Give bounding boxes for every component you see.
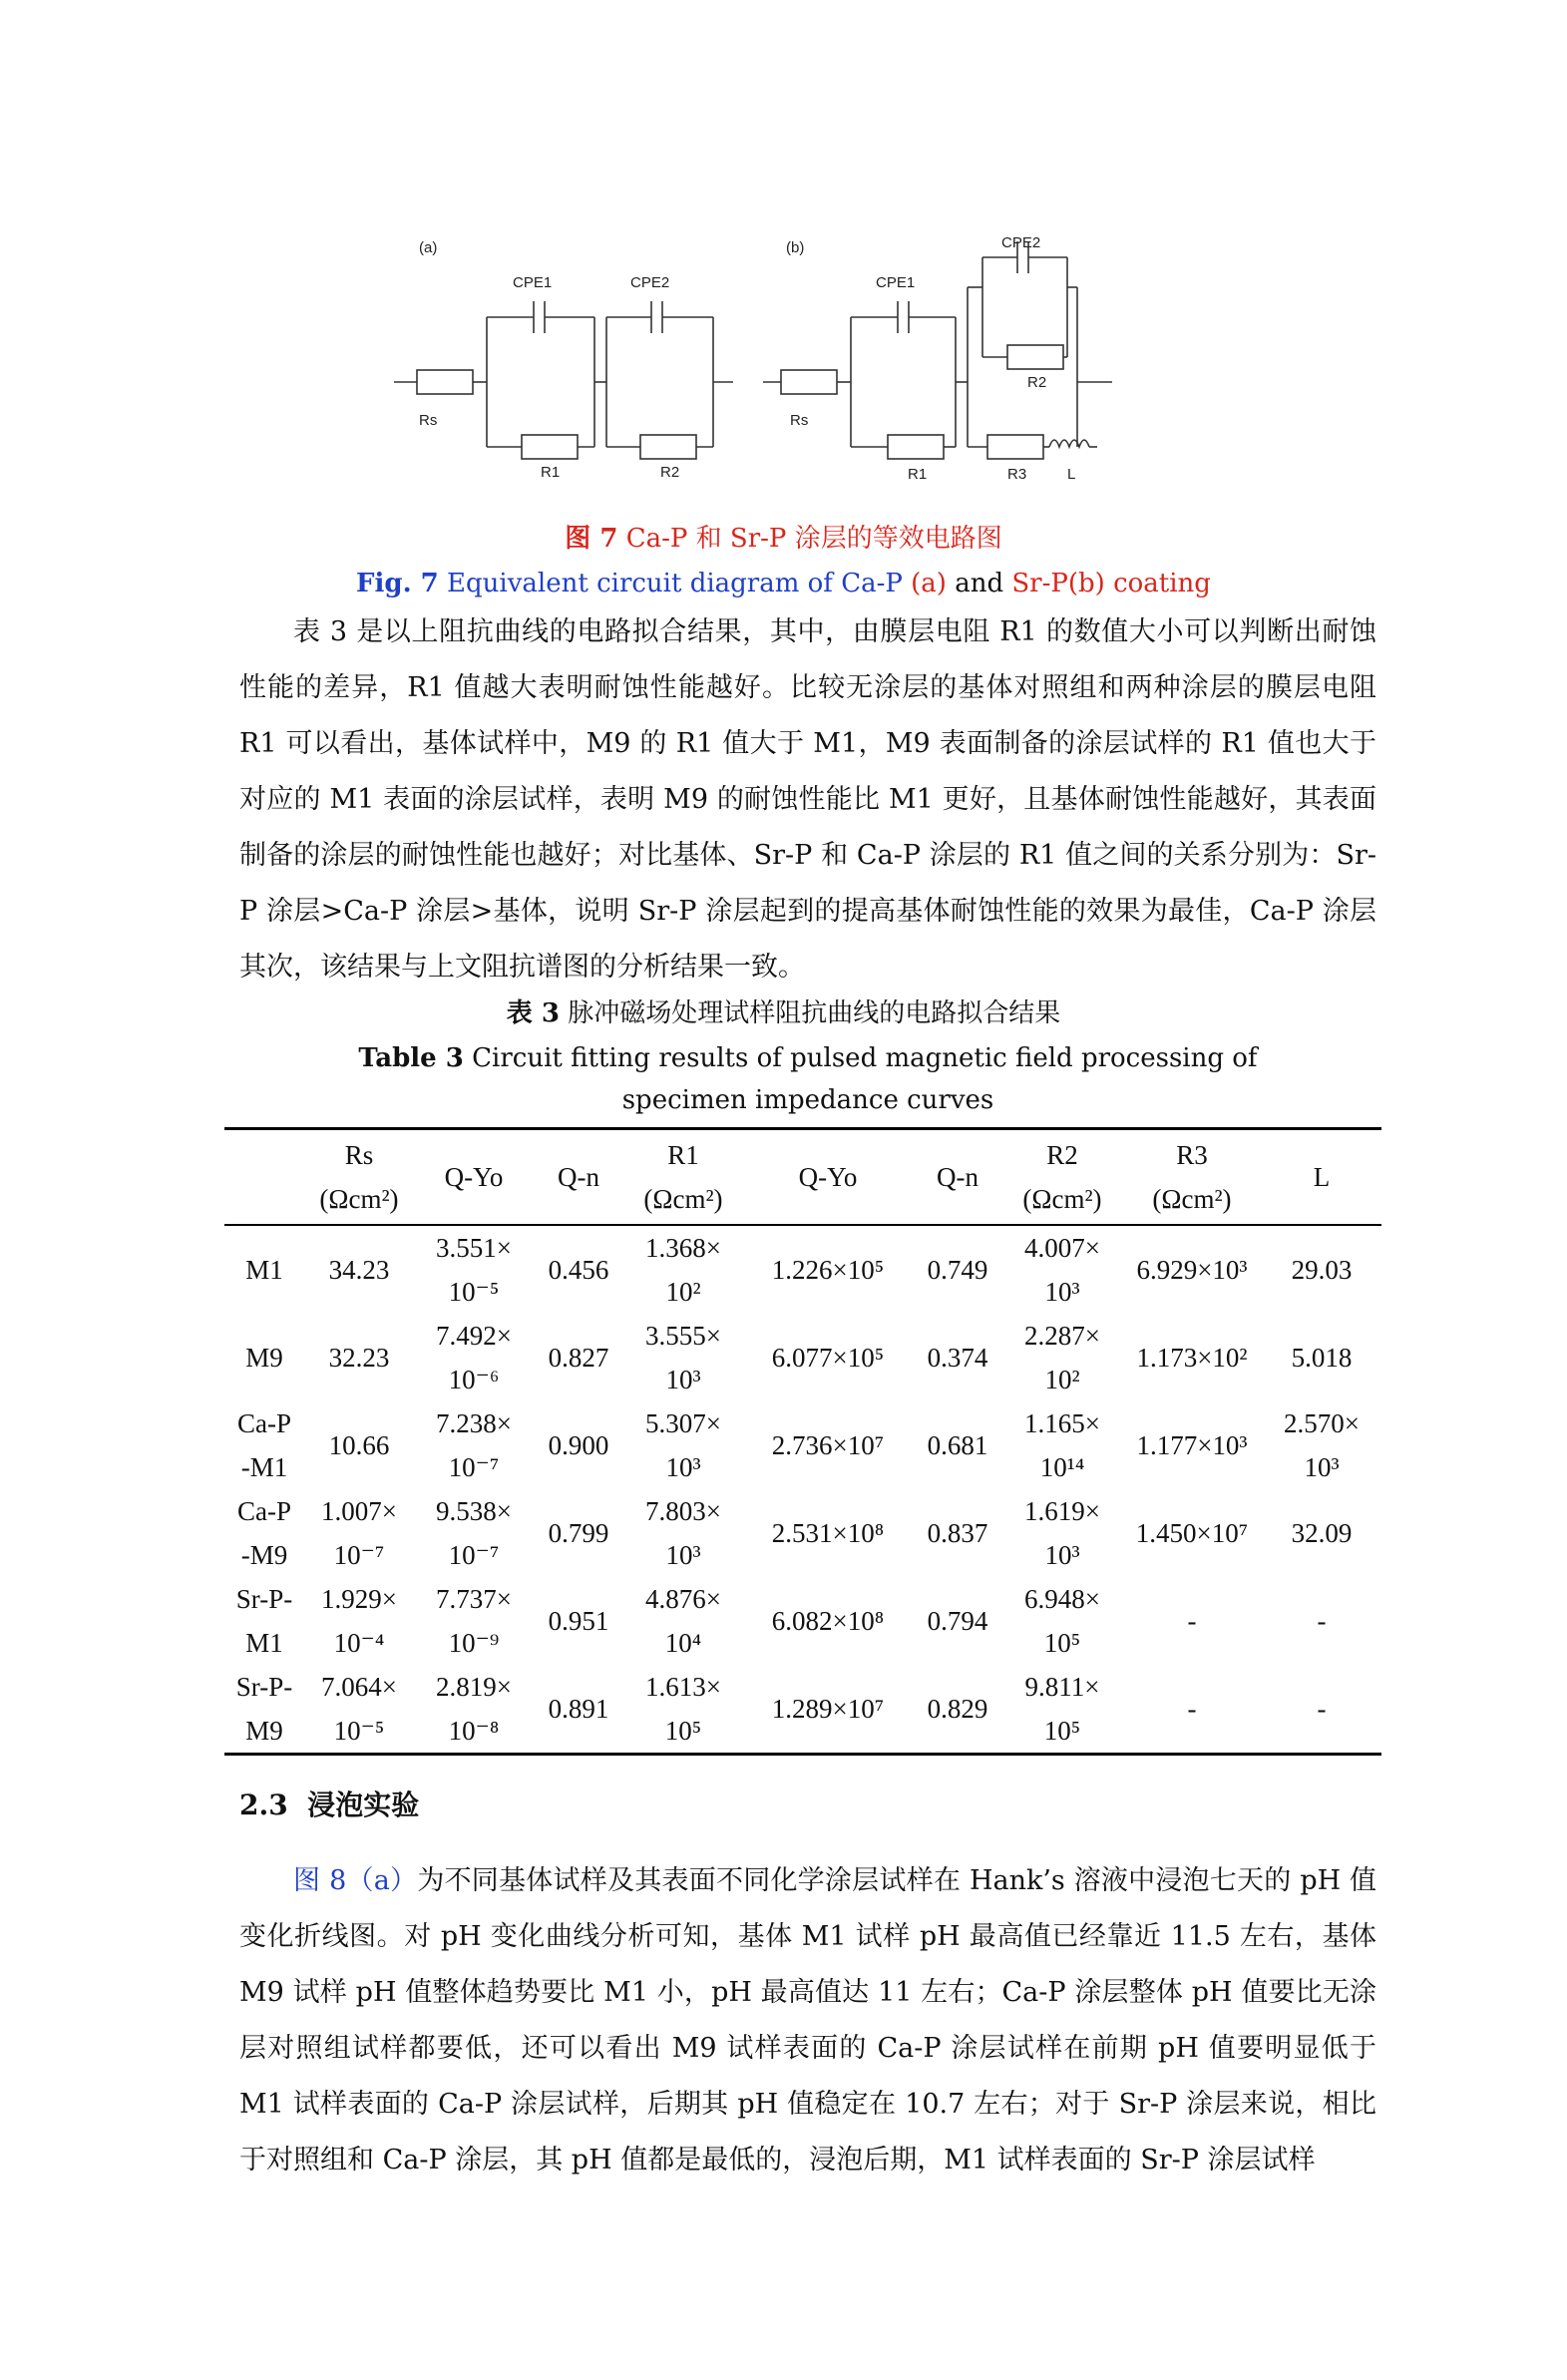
table-cell-line: 0.374	[927, 1343, 988, 1373]
table-cell	[414, 1225, 534, 1314]
table-cell-line: 5.307×	[645, 1408, 721, 1438]
table-cell	[304, 1314, 414, 1401]
table-cell	[534, 1314, 623, 1401]
table-cell-line: 3.551×	[436, 1233, 512, 1263]
table-cell-line: 1.173×10²	[1136, 1343, 1248, 1373]
table-cell	[623, 1401, 743, 1489]
table-header-cell-line: R3	[1176, 1140, 1208, 1170]
table-cell	[1002, 1577, 1122, 1665]
figure-caption-en-text2: Sr-P(b) coating	[1011, 569, 1211, 598]
table-cell	[743, 1489, 913, 1577]
label-cpe2-b: CPE2	[1001, 234, 1041, 251]
table-cell-line: 10⁻⁵	[333, 1716, 385, 1746]
table-header-cell-line: (Ωcm²)	[1022, 1184, 1102, 1214]
table-cell	[534, 1401, 623, 1489]
table-cell-line: -M9	[240, 1540, 288, 1570]
table-cell	[623, 1665, 743, 1755]
table-header-cell	[1262, 1129, 1381, 1226]
table-cell	[304, 1401, 414, 1489]
circuit-diagrams	[379, 227, 1137, 507]
table-caption-en	[309, 1037, 1307, 1121]
table-cell-line: 10⁴	[664, 1628, 702, 1658]
table-cell-line: 10³	[665, 1540, 701, 1570]
table-header-cell-line: R1	[667, 1140, 699, 1170]
table-header-cell	[224, 1129, 304, 1226]
table-cell	[913, 1489, 1002, 1577]
table-cell	[414, 1314, 534, 1401]
table-cell	[534, 1665, 623, 1755]
table-header-cell	[913, 1129, 1002, 1226]
table-cell-line: 10⁻⁷	[448, 1540, 500, 1570]
table-cell-line: 0.827	[548, 1343, 609, 1373]
table-cell	[304, 1665, 414, 1755]
table-cell-line: 7.064×	[321, 1672, 397, 1702]
table-cell-line: 0.681	[927, 1430, 988, 1460]
table-cell-line: M9	[245, 1716, 283, 1746]
table-header-cell	[1122, 1129, 1262, 1226]
table-header-cell-line: R2	[1046, 1140, 1078, 1170]
table-cell	[224, 1577, 304, 1665]
table-cell-line: 0.799	[548, 1518, 609, 1548]
table-cell-line: 5.018	[1291, 1343, 1353, 1373]
table-cell-line: 10²	[665, 1277, 701, 1307]
table-cell-line: 2.287×	[1024, 1321, 1100, 1351]
section-heading	[239, 1784, 419, 1823]
table-cell-line: 4.007×	[1024, 1233, 1100, 1263]
table-cell-line: 0.749	[927, 1255, 988, 1285]
table-cell-line: 1.177×10³	[1136, 1430, 1248, 1460]
table-cell-line: 10⁵	[1043, 1628, 1081, 1658]
table-header-cell-line: Q-n	[937, 1162, 979, 1192]
table-cell	[1262, 1225, 1381, 1314]
table-caption-en-prefix: Table 3	[358, 1043, 464, 1073]
table-cell-line: 0.891	[548, 1694, 609, 1724]
table-header-cell-line: L	[1313, 1162, 1331, 1192]
table-cell-line: 1.289×10⁷	[771, 1694, 885, 1724]
table-cell-line: Ca-P	[237, 1496, 291, 1526]
table-cell-line: 0.794	[927, 1606, 988, 1636]
table-header-cell	[304, 1129, 414, 1226]
table-cell-line: 10⁻⁹	[448, 1628, 500, 1658]
table-cell-line: 7.803×	[645, 1496, 721, 1526]
table-row	[224, 1665, 1381, 1755]
table-cell-line: 10⁻⁵	[448, 1277, 500, 1307]
table-cell	[1122, 1489, 1262, 1577]
table-cell-line: 10³	[665, 1365, 701, 1394]
table-cell-line: 7.238×	[436, 1408, 512, 1438]
table-cell-line: M1	[245, 1255, 283, 1285]
label-l-b: L	[1067, 466, 1076, 483]
table-cell-line: 1.613×	[645, 1672, 721, 1702]
table-cell	[224, 1314, 304, 1401]
table-cell-line: 1.226×10⁵	[771, 1255, 885, 1285]
table-cell	[913, 1401, 1002, 1489]
table-cell-line: -	[1317, 1606, 1327, 1636]
table-cell-line: 9.538×	[436, 1496, 512, 1526]
table-caption-en-text: Circuit fitting results of pulsed magnetic field processing of specimen impedance curves	[463, 1043, 1258, 1115]
table-cell-line: 6.929×10³	[1136, 1255, 1248, 1285]
table-cell-line: -M1	[240, 1452, 288, 1482]
table-cell-line: 32.23	[328, 1343, 390, 1373]
figure-8a-link[interactable]: 图 8（a）	[293, 1865, 418, 1896]
table-cell-line: 1.165×	[1024, 1408, 1100, 1438]
resistor-r2-b	[1007, 345, 1063, 369]
table-cell-line: 0.837	[927, 1518, 988, 1548]
table-cell-line: 10³	[1304, 1452, 1340, 1482]
label-rs-b: Rs	[790, 412, 809, 429]
resistor-rs-a	[417, 370, 473, 394]
table-cell	[1262, 1314, 1381, 1401]
table-cell-line: 0.829	[927, 1694, 988, 1724]
table-cell-line: 10⁵	[664, 1716, 702, 1746]
table-cell-line: 7.492×	[436, 1321, 512, 1351]
table-cell-line: 10⁵	[1043, 1716, 1081, 1746]
figure-caption-en-and: and	[946, 569, 1012, 598]
table-cell-line: 4.876×	[645, 1584, 721, 1614]
table-header-cell-line: (Ωcm²)	[1152, 1184, 1232, 1214]
table-cell	[913, 1577, 1002, 1665]
table-cell	[1262, 1401, 1381, 1489]
table-cell-line: M1	[245, 1628, 283, 1658]
table-row	[224, 1225, 1381, 1314]
table-cell-line: 10⁻⁷	[333, 1540, 385, 1570]
table-cell-line: Ca-P	[237, 1408, 291, 1438]
table-cell-line: 1.368×	[645, 1233, 721, 1263]
table-row	[224, 1577, 1381, 1665]
figure-caption-zh	[0, 519, 1567, 559]
table-cell-line: 6.948×	[1024, 1584, 1100, 1614]
table-cell-line: 10.66	[328, 1430, 390, 1460]
table-cell	[224, 1489, 304, 1577]
table-caption-zh-text: 脉冲磁场处理试样阻抗曲线的电路拟合结果	[559, 998, 1061, 1028]
table-cell	[623, 1314, 743, 1401]
table-cell	[1122, 1665, 1262, 1755]
table-cell-line: 10¹⁴	[1039, 1452, 1085, 1482]
table-cell-line: Sr-P-	[235, 1584, 293, 1614]
table-cell-line: 7.737×	[436, 1584, 512, 1614]
table-header-cell-line: Q-Yo	[798, 1162, 858, 1192]
label-r1-a: R1	[541, 464, 561, 481]
table-cell-line: 32.09	[1291, 1518, 1353, 1548]
figure-caption-en-text1: Equivalent circuit diagram of Ca-P	[438, 569, 903, 598]
figure-caption-zh-text: Ca-P 和 Sr-P 涂层的等效电路图	[617, 524, 1002, 554]
inductor-l-b	[1049, 440, 1089, 447]
table-cell	[913, 1225, 1002, 1314]
figure-caption-zh-prefix: 图 7	[565, 524, 618, 554]
table-cell	[534, 1225, 623, 1314]
table-cell	[623, 1225, 743, 1314]
table-cell	[1262, 1577, 1381, 1665]
section-title: 浸泡实验	[307, 1788, 420, 1821]
table-header-cell-line: Q-Yo	[444, 1162, 504, 1192]
label-cpe1-a: CPE1	[513, 274, 553, 291]
resistor-r3-b	[987, 435, 1043, 459]
table-header-cell	[534, 1129, 623, 1226]
table-header-cell-line: Rs	[344, 1140, 374, 1170]
table-cell-line: 10⁻⁷	[448, 1452, 500, 1482]
table-cell-line: 2.736×10⁷	[771, 1430, 885, 1460]
table-cell	[1122, 1577, 1262, 1665]
panel-a-label: (a)	[419, 239, 438, 256]
table-cell-line: 2.819×	[436, 1672, 512, 1702]
body-paragraph-2	[239, 1853, 1376, 2188]
table-cell	[913, 1314, 1002, 1401]
table-cell-line: 3.555×	[645, 1321, 721, 1351]
table-cell	[1122, 1314, 1262, 1401]
table-cell-line: 6.082×10⁸	[771, 1606, 885, 1636]
table-cell-line: 9.811×	[1024, 1672, 1100, 1702]
label-cpe2-a: CPE2	[630, 274, 670, 291]
label-r3-b: R3	[1007, 466, 1027, 483]
circuit-figure	[379, 227, 1137, 507]
table-header-cell	[743, 1129, 913, 1226]
table-header-cell	[623, 1129, 743, 1226]
table-cell	[743, 1314, 913, 1401]
table-cell-line: 34.23	[328, 1255, 390, 1285]
table-row	[224, 1401, 1381, 1489]
paragraph-2-text: 为不同基体试样及其表面不同化学涂层试样在 Hank’s 溶液中浸泡七天的 pH 值变化折线图。对 pH 变化曲线分析可知，基体 M1 试样 pH 最高值已经靠近 11.5 左右，基体 M9 试样 pH 值整体趋势要比 M1 小，pH 最高值达 11 左右；Ca-P 涂层整体 pH 值要比无涂层对照组试样都要低，还可以看出 M9 试样表面的 Ca-P 涂层试样在前期 pH 值要明显低于 M1 试样表面的 Ca-P 涂层试样，后期其 pH 值稳定在 10.7 左右；对于 Sr-P 涂层来说，相比于对照组和 Ca-P 涂层，其 pH 值都是最低的，浸泡后期，M1 试样表面的 Sr-P 涂层试样	[239, 1865, 1376, 2176]
table-cell	[743, 1577, 913, 1665]
panel-b-label: (b)	[786, 239, 805, 256]
table-cell	[414, 1665, 534, 1755]
table-cell	[414, 1577, 534, 1665]
table-header-cell-line: Q-n	[558, 1162, 599, 1192]
figure-caption-en	[0, 564, 1567, 603]
table-body	[224, 1225, 1381, 1755]
table-cell	[414, 1489, 534, 1577]
table-cell-line: 1.450×10⁷	[1135, 1518, 1249, 1548]
table-cell	[414, 1401, 534, 1489]
label-r2-b: R2	[1027, 374, 1047, 391]
table-cell	[224, 1401, 304, 1489]
table-header-cell-line: (Ωcm²)	[643, 1184, 723, 1214]
table-cell-line: 2.570×	[1284, 1408, 1360, 1438]
figure-caption-en-a: (a)	[902, 569, 947, 598]
table-cell	[224, 1225, 304, 1314]
label-r2-a: R2	[660, 464, 680, 481]
table-header-cell	[1002, 1129, 1122, 1226]
table-cell-line: 6.077×10⁵	[771, 1343, 885, 1373]
table-cell-line: 0.456	[548, 1255, 609, 1285]
table-header-row	[224, 1129, 1381, 1226]
table-cell-line: 10⁻⁸	[448, 1716, 500, 1746]
circuit-fitting-table	[224, 1127, 1381, 1756]
body-paragraph-1: 表 3 是以上阻抗曲线的电路拟合结果，其中，由膜层电阻 R1 的数值大小可以判断出耐蚀性能的差异，R1 值越大表明耐蚀性能越好。比较无涂层的基体对照组和两种涂层的膜层电阻 R1 可以看出，基体试样中，M9 的 R1 值大于 M1，M9 表面制备的涂层试样的 R1 值也大于对应的 M1 表面的涂层试样，表明 M9 的耐蚀性能比 M1 更好，且基体耐蚀性能越好，其表面制备的涂层的耐蚀性能也越好；对比基体、Sr-P 和 Ca-P 涂层的 R1 值之间的关系分别为：Sr-P 涂层>Ca-P 涂层>基体，说明 Sr-P 涂层起到的提高基体耐蚀性能的效果为最佳，Ca-P 涂层其次，该结果与上文阻抗谱图的分析结果一致。	[239, 616, 1376, 983]
table-cell-line: 1.619×	[1024, 1496, 1100, 1526]
table-cell	[224, 1665, 304, 1755]
table-cell-line: Sr-P-	[235, 1672, 293, 1702]
table-cell	[743, 1665, 913, 1755]
table-cell	[304, 1577, 414, 1665]
table-cell	[1002, 1401, 1122, 1489]
label-cpe1-b: CPE1	[876, 274, 916, 291]
table-cell-line: 29.03	[1291, 1255, 1353, 1285]
table-cell	[1122, 1225, 1262, 1314]
table-cell	[623, 1489, 743, 1577]
table-cell-line: 1.929×	[321, 1584, 397, 1614]
table-header-cell-line: (Ωcm²)	[319, 1184, 399, 1214]
label-r1-b: R1	[908, 466, 928, 483]
table-cell-line: 10²	[1044, 1365, 1080, 1394]
resistor-r2-a	[640, 435, 696, 459]
table-cell	[1002, 1314, 1122, 1401]
table-cell	[304, 1225, 414, 1314]
table-cell-line: -	[1187, 1694, 1197, 1724]
table-cell	[743, 1225, 913, 1314]
table-cell-line: 10⁻⁴	[333, 1628, 385, 1658]
table-row	[224, 1489, 1381, 1577]
section-number: 2.3	[239, 1788, 288, 1821]
table-caption-zh	[0, 993, 1567, 1033]
table-cell	[1262, 1665, 1381, 1755]
table-cell-line: -	[1187, 1606, 1197, 1636]
table-cell	[1262, 1489, 1381, 1577]
figure-caption-en-prefix: Fig. 7	[356, 569, 439, 598]
table-cell	[1002, 1489, 1122, 1577]
table-row	[224, 1314, 1381, 1401]
table-cell-line: 10³	[665, 1452, 701, 1482]
table-cell	[623, 1577, 743, 1665]
table-cell-line: 10⁻⁶	[448, 1365, 500, 1394]
table-cell-line: 10³	[1044, 1540, 1080, 1570]
resistor-rs-b	[781, 370, 837, 394]
table-cell-line: 10³	[1044, 1277, 1080, 1307]
table-header-cell	[414, 1129, 534, 1226]
table-cell	[743, 1401, 913, 1489]
table-cell	[304, 1489, 414, 1577]
table-cell	[1002, 1225, 1122, 1314]
resistor-r1-b	[888, 435, 944, 459]
table-cell	[534, 1577, 623, 1665]
table-caption-zh-prefix: 表 3	[506, 998, 560, 1028]
table-cell-line: M9	[245, 1343, 283, 1373]
table-cell	[534, 1489, 623, 1577]
resistor-r1-a	[522, 435, 578, 459]
table-cell	[913, 1665, 1002, 1755]
table-cell-line: 1.007×	[321, 1496, 397, 1526]
table-cell-line: 0.900	[548, 1430, 609, 1460]
label-rs-a: Rs	[419, 412, 438, 429]
table-cell	[1122, 1401, 1262, 1489]
table-cell	[1002, 1665, 1122, 1755]
table-cell-line: -	[1317, 1694, 1327, 1724]
table-cell-line: 0.951	[548, 1606, 609, 1636]
table-cell-line: 2.531×10⁸	[771, 1518, 885, 1548]
